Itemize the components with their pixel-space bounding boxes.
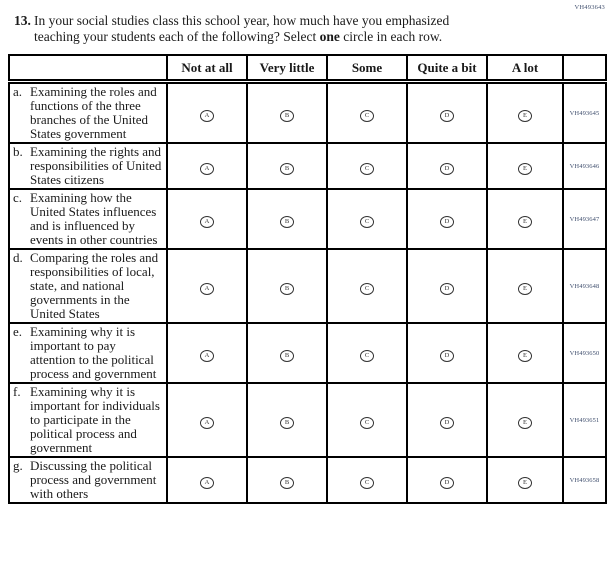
item-code: VH493658	[563, 457, 606, 503]
response-bubble-d[interactable]: D	[440, 350, 454, 362]
table-row-e	[9, 323, 606, 383]
stub-header	[9, 55, 167, 82]
response-cell	[407, 189, 487, 249]
row-letter: g.	[13, 458, 23, 473]
response-cell	[327, 143, 407, 189]
response-cell	[487, 143, 563, 189]
response-bubble-c[interactable]: C	[360, 477, 374, 489]
question-text-line2b: circle in each row.	[339, 29, 443, 44]
response-cell	[247, 189, 327, 249]
response-bubble-c[interactable]: C	[360, 163, 374, 175]
row-label	[9, 383, 167, 457]
response-cell	[167, 249, 247, 323]
response-bubble-a[interactable]: A	[200, 350, 214, 362]
response-cell	[247, 323, 327, 383]
item-code: VH493651	[563, 383, 606, 457]
response-cell	[167, 323, 247, 383]
response-cell	[407, 383, 487, 457]
table-row-b	[9, 143, 606, 189]
response-bubble-d[interactable]: D	[440, 110, 454, 122]
row-text: Examining the roles and functions of the three branches of the United States government	[30, 84, 157, 141]
row-letter: b.	[13, 144, 23, 159]
response-bubble-a[interactable]: A	[200, 417, 214, 429]
response-bubble-c[interactable]: C	[360, 110, 374, 122]
item-code: VH493645	[563, 82, 606, 144]
row-label	[9, 82, 167, 144]
response-bubble-b[interactable]: B	[280, 216, 294, 228]
row-text: Discussing the political process and government with others	[30, 458, 157, 501]
response-cell	[167, 457, 247, 503]
response-cell	[167, 383, 247, 457]
question-number: 13.	[14, 13, 31, 28]
response-cell	[167, 143, 247, 189]
row-letter: f.	[13, 384, 21, 399]
response-bubble-b[interactable]: B	[280, 417, 294, 429]
response-cell	[487, 457, 563, 503]
response-bubble-b[interactable]: B	[280, 163, 294, 175]
response-bubble-b[interactable]: B	[280, 110, 294, 122]
response-cell	[167, 189, 247, 249]
response-bubble-d[interactable]: D	[440, 477, 454, 489]
question-text-bold: one	[319, 29, 340, 44]
form-code: VH493643	[574, 4, 605, 11]
response-cell	[247, 249, 327, 323]
row-label	[9, 457, 167, 503]
response-cell	[407, 82, 487, 144]
response-bubble-d[interactable]: D	[440, 216, 454, 228]
row-text: Examining the rights and responsibilities of United States citizens	[30, 144, 162, 187]
column-header-very-little: Very little	[247, 55, 327, 82]
response-cell	[327, 383, 407, 457]
response-bubble-a[interactable]: A	[200, 163, 214, 175]
response-bubble-d[interactable]: D	[440, 163, 454, 175]
item-code: VH493648	[563, 249, 606, 323]
response-bubble-e[interactable]: E	[518, 110, 532, 122]
item-code: VH493647	[563, 189, 606, 249]
response-bubble-d[interactable]: D	[440, 417, 454, 429]
question-text-line1: In your social studies class this school year, how much have you emphasized	[34, 13, 450, 28]
response-cell	[487, 82, 563, 144]
row-label	[9, 323, 167, 383]
response-cell	[327, 189, 407, 249]
column-header-some: Some	[327, 55, 407, 82]
response-cell	[407, 143, 487, 189]
row-text: Examining why it is important to pay attention to the political process and government	[30, 324, 157, 381]
row-text: Examining how the United States influences and is influenced by events in other countries	[30, 190, 158, 247]
response-bubble-a[interactable]: A	[200, 216, 214, 228]
response-bubble-a[interactable]: A	[200, 110, 214, 122]
response-cell	[327, 457, 407, 503]
header-row	[9, 55, 606, 82]
row-text: Examining why it is important for individuals to participate in the political process and government	[30, 384, 160, 455]
response-cell	[247, 457, 327, 503]
item-code: VH493646	[563, 143, 606, 189]
response-bubble-e[interactable]: E	[518, 163, 532, 175]
row-letter: a.	[13, 84, 23, 99]
row-letter: d.	[13, 250, 23, 265]
response-cell	[407, 457, 487, 503]
response-bubble-c[interactable]: C	[360, 283, 374, 295]
response-bubble-b[interactable]: B	[280, 477, 294, 489]
response-cell	[487, 249, 563, 323]
row-text: Comparing the roles and responsibilities of local, state, and national governments in the United States	[30, 250, 159, 321]
question-text-line2a: teaching your students each of the following? Select	[34, 29, 320, 44]
response-bubble-e[interactable]: E	[518, 350, 532, 362]
item-code: VH493650	[563, 323, 606, 383]
response-bubble-c[interactable]: C	[360, 417, 374, 429]
table-row-d	[9, 249, 606, 323]
response-bubble-c[interactable]: C	[360, 350, 374, 362]
response-bubble-b[interactable]: B	[280, 283, 294, 295]
response-bubble-e[interactable]: E	[518, 283, 532, 295]
response-bubble-d[interactable]: D	[440, 283, 454, 295]
response-cell	[247, 143, 327, 189]
question-block	[0, 0, 611, 45]
response-cell	[487, 323, 563, 383]
question-text	[34, 13, 449, 45]
column-header-not-at-all: Not at all	[167, 55, 247, 82]
response-bubble-b[interactable]: B	[280, 350, 294, 362]
response-cell	[407, 249, 487, 323]
row-label	[9, 143, 167, 189]
response-cell	[327, 323, 407, 383]
code-column-header	[563, 55, 606, 82]
table-row-f	[9, 383, 606, 457]
response-bubble-e[interactable]: E	[518, 477, 532, 489]
response-cell	[327, 249, 407, 323]
table-row-a	[9, 82, 606, 144]
row-label	[9, 189, 167, 249]
response-bubble-a[interactable]: A	[200, 283, 214, 295]
response-cell	[247, 383, 327, 457]
emphasis-matrix-table	[8, 54, 607, 504]
column-header-quite-a-bit: Quite a bit	[407, 55, 487, 82]
response-bubble-a[interactable]: A	[200, 477, 214, 489]
row-letter: c.	[13, 190, 23, 205]
response-bubble-e[interactable]: E	[518, 417, 532, 429]
table-row-c	[9, 189, 606, 249]
table-row-g	[9, 457, 606, 503]
column-header-a-lot: A lot	[487, 55, 563, 82]
response-cell	[487, 189, 563, 249]
response-cell	[327, 82, 407, 144]
response-cell	[167, 82, 247, 144]
response-bubble-e[interactable]: E	[518, 216, 532, 228]
response-cell	[247, 82, 327, 144]
response-cell	[487, 383, 563, 457]
response-bubble-c[interactable]: C	[360, 216, 374, 228]
row-letter: e.	[13, 324, 23, 339]
response-cell	[407, 323, 487, 383]
row-label	[9, 249, 167, 323]
